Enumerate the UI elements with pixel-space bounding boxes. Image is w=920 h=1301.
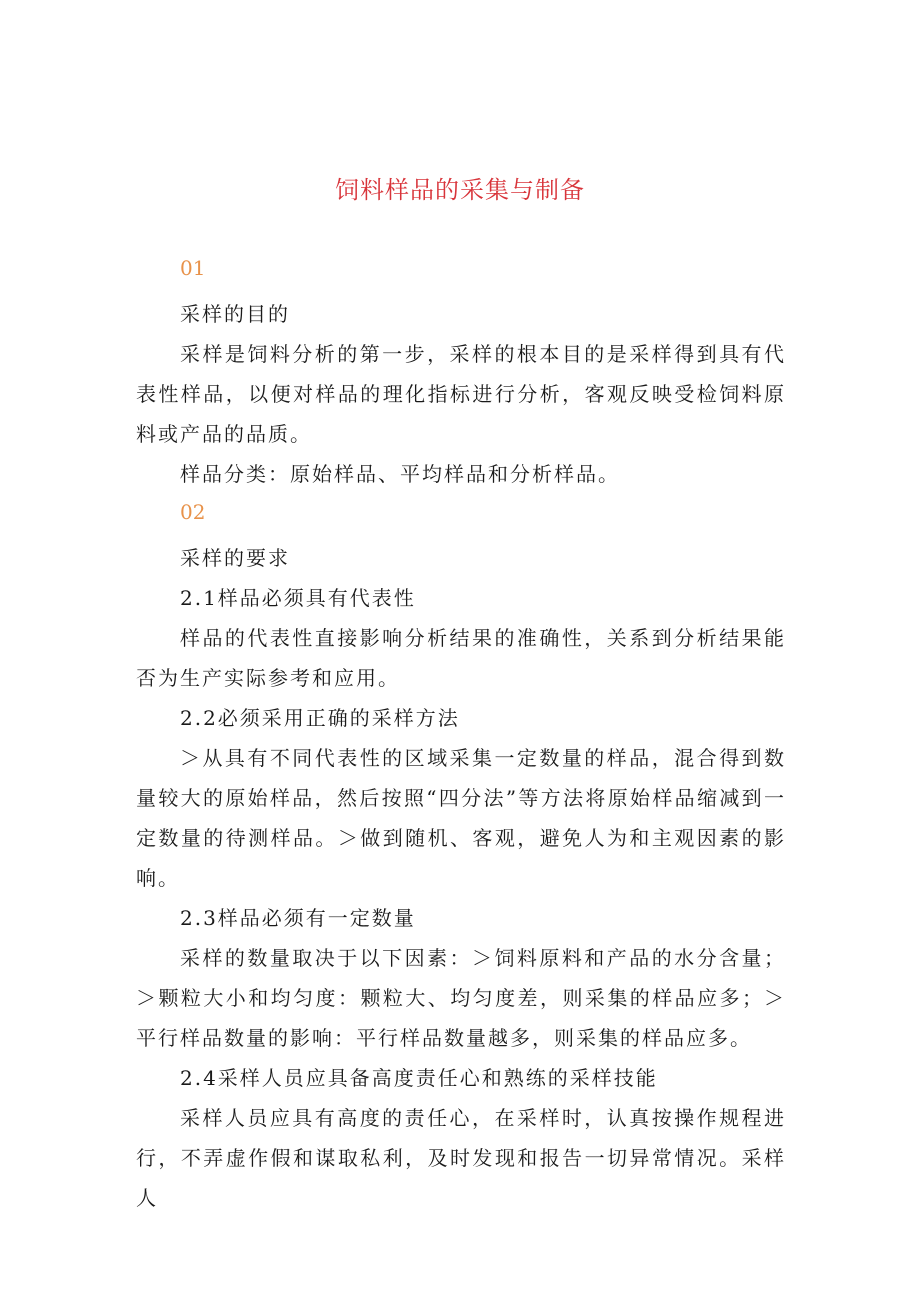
subheading: 2.1样品必须具有代表性 (180, 586, 416, 610)
section-02 (136, 498, 786, 1218)
paragraph: 采样的数量取决于以下因素：＞饲料原料和产品的水分含量；＞颗粒大小和均匀度：颗粒大、均匀度差，则采集的样品应多；＞平行样品数量的影响：平行样品数量越多，则采集的样品应多。 (136, 946, 786, 1050)
section-01 (136, 254, 786, 494)
section-number: 02 (180, 500, 206, 524)
section-heading: 采样的要求 (180, 546, 290, 570)
subheading: 2.4采样人员应具备高度责任心和熟练的采样技能 (180, 1066, 658, 1090)
subheading: 2.3样品必须有一定数量 (180, 906, 416, 930)
paragraph: ＞从具有不同代表性的区域采集一定数量的样品，混合得到数量较大的原始样品，然后按照“四分法”等方法将原始样品缩减到一定数量的待测样品。＞做到随机、客观，避免人为和主观因素的影响。 (136, 746, 786, 890)
section-heading: 采样的目的 (180, 302, 290, 326)
paragraph: 采样人员应具有高度的责任心，在采样时，认真按操作规程进行，不弄虚作假和谋取私利，及时发现和报告一切异常情况。采样人 (136, 1106, 786, 1210)
document-body (136, 250, 786, 1218)
paragraph: 样品的代表性直接影响分析结果的准确性，关系到分析结果能否为生产实际参考和应用。 (136, 626, 786, 690)
section-number: 01 (180, 256, 206, 280)
paragraph: 采样是饲料分析的第一步，采样的根本目的是采样得到具有代表性样品，以便对样品的理化指标进行分析，客观反映受检饲料原料或产品的品质。 (136, 342, 786, 446)
document-title: 饲料样品的采集与制备 (335, 176, 585, 204)
paragraph: 样品分类：原始样品、平均样品和分析样品。 (180, 462, 620, 486)
subheading: 2.2必须采用正确的采样方法 (180, 706, 460, 730)
